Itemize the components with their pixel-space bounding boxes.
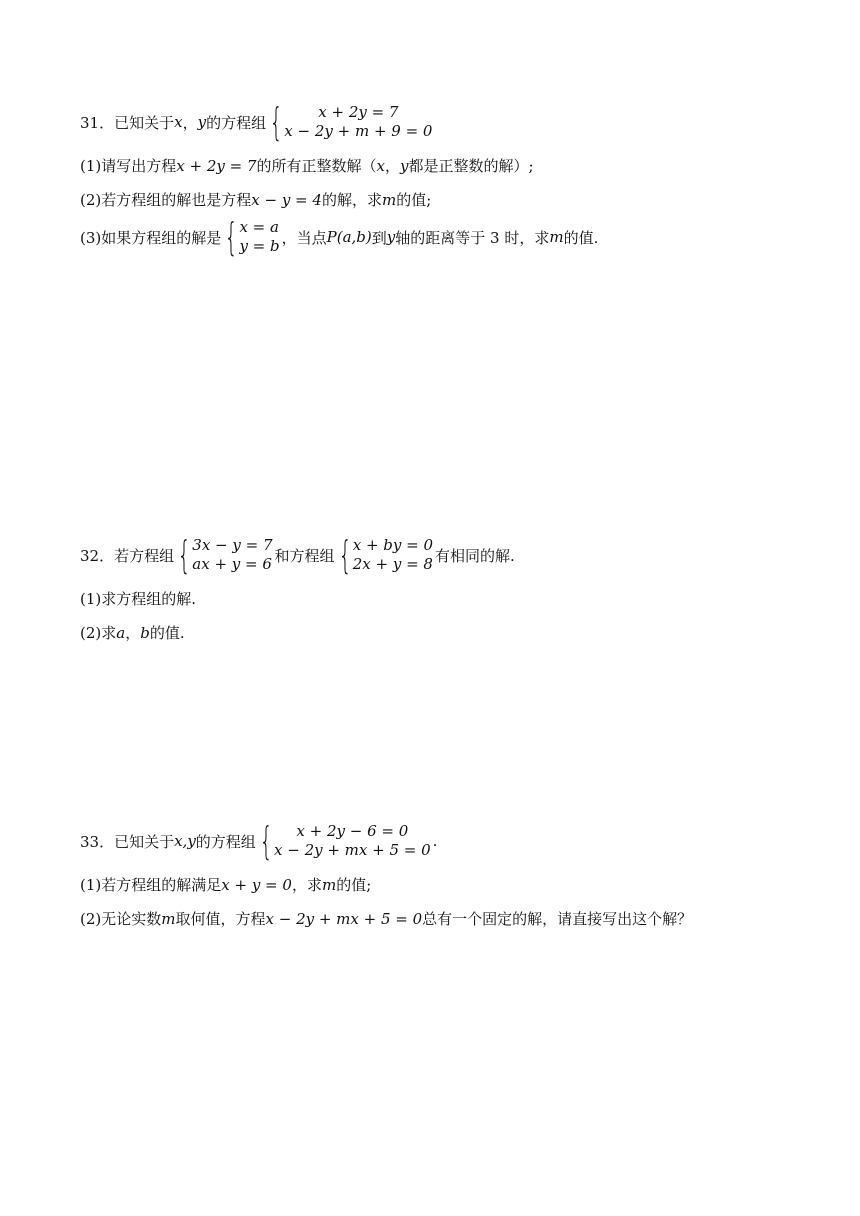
q32-sysA-eq2: ax + y = 6 xyxy=(192,555,272,573)
q33-p2-pre: (2)无论实数 xyxy=(80,910,162,928)
q32-p2-post: 的值. xyxy=(149,624,185,642)
q31-p3-eq1: x = a xyxy=(239,218,279,236)
left-brace-icon: { xyxy=(269,100,283,144)
q31-p1-y: y xyxy=(399,156,409,175)
q31-p1-post: 都是正整数的解）; xyxy=(408,157,534,175)
q32-p2-a: a xyxy=(116,623,126,642)
q33-p1-mid: ，求 xyxy=(291,876,322,894)
q31-eq2: x − 2y + m + 9 = 0 xyxy=(284,122,433,140)
q31-eq1: x + 2y = 7 xyxy=(318,103,399,121)
q32-part2 xyxy=(80,622,820,643)
q32-system-b xyxy=(337,533,434,577)
q33-equation-system xyxy=(258,819,431,863)
q31-part1 xyxy=(80,155,820,176)
q31-p3-post: 的值. xyxy=(563,228,599,247)
q31-stem-post: 的方程组 xyxy=(206,113,267,132)
q31-p1-x: x xyxy=(376,156,385,175)
q32-stem-mid: 和方程组 xyxy=(274,546,335,565)
left-brace-icon: { xyxy=(259,819,273,863)
q33-stem xyxy=(80,819,820,863)
q31-p3-eq2: y = b xyxy=(239,237,280,255)
q33-part2 xyxy=(80,908,820,929)
q33-p2-mid: 取何值，方程 xyxy=(175,910,266,928)
q31-p2-pre: (2)若方程组的解也是方程 xyxy=(80,191,252,209)
q32-sysB-eq1: x + by = 0 xyxy=(352,536,434,554)
q33-vars: x,y xyxy=(174,832,196,850)
q31-p1-comma: ， xyxy=(384,157,400,175)
q33-p2-m: m xyxy=(161,909,176,928)
q31-equation-system xyxy=(268,100,433,144)
q32-stem-post: 有相同的解. xyxy=(435,546,515,565)
q32-p2-pre: (2)求 xyxy=(80,624,117,642)
q33-p1-pre: (1)若方程组的解满足 xyxy=(80,876,222,894)
q33-p1-m: m xyxy=(321,875,337,894)
q31-p2-m: m xyxy=(381,190,397,209)
q33-p1-post: 的值; xyxy=(336,876,372,894)
q31-p1-eq: x + 2y = 7 xyxy=(176,156,257,175)
q31-part2 xyxy=(80,189,820,210)
q31-var-y: y xyxy=(197,113,207,131)
q31-p3-mid1: ，当点 xyxy=(281,228,327,247)
q31-p2-mid: 的解，求 xyxy=(321,191,382,209)
q31-part3 xyxy=(80,215,820,259)
q33-p1-eq: x + y = 0 xyxy=(221,875,292,894)
q32-stem-pre: 32．若方程组 xyxy=(80,546,175,565)
q32-p2-comma: ， xyxy=(125,624,141,642)
q31-stem-pre: 31．已知关于 xyxy=(80,113,175,132)
q33-p2-post: 总有一个固定的解，请直接写出这个解？ xyxy=(422,910,693,928)
q31-stem xyxy=(80,100,820,144)
q31-p2-post: 的值; xyxy=(396,191,432,209)
q32-sysB-eq2: 2x + y = 8 xyxy=(352,555,433,573)
q32-sysA-eq1: 3x − y = 7 xyxy=(192,536,273,554)
q31-p3-mid3: 轴的距离等于 3 时，求 xyxy=(395,228,550,247)
q32-stem xyxy=(80,533,820,577)
q32-part1 xyxy=(80,588,820,609)
q33-stem-pre: 33．已知关于 xyxy=(80,832,175,851)
q31-p3-solution-system xyxy=(223,215,280,259)
q31-p3-mid2: 到 xyxy=(371,228,387,247)
q33-eq2: x − 2y + mx + 5 = 0 xyxy=(274,841,431,859)
q31-p3-m: m xyxy=(549,228,564,246)
q31-p1-mid: 的所有正整数解（ xyxy=(256,157,377,175)
q31-p3-point: P(a,b) xyxy=(326,228,372,246)
q31-comma: ， xyxy=(182,113,198,132)
q31-var-x: x xyxy=(174,113,183,131)
q33-eq1: x + 2y − 6 = 0 xyxy=(296,822,409,840)
left-brace-icon: { xyxy=(337,533,352,577)
left-brace-icon: { xyxy=(177,533,191,577)
q31-p2-eq: x − y = 4 xyxy=(251,190,322,209)
q31-p3-pre: (3)如果方程组的解是 xyxy=(80,228,222,247)
q33-stem-end: . xyxy=(432,832,438,850)
q31-p3-y: y xyxy=(386,228,396,246)
q31-p1-pre: (1)请写出方程 xyxy=(80,157,177,175)
left-brace-icon: { xyxy=(224,215,238,259)
q33-stem-post: 的方程组 xyxy=(195,832,256,851)
q33-part1 xyxy=(80,874,820,895)
q32-p1: (1)求方程组的解. xyxy=(80,590,197,608)
q32-p2-b: b xyxy=(140,623,150,642)
q33-p2-eq: x − 2y + mx + 5 = 0 xyxy=(265,909,423,928)
q32-system-a xyxy=(176,533,273,577)
